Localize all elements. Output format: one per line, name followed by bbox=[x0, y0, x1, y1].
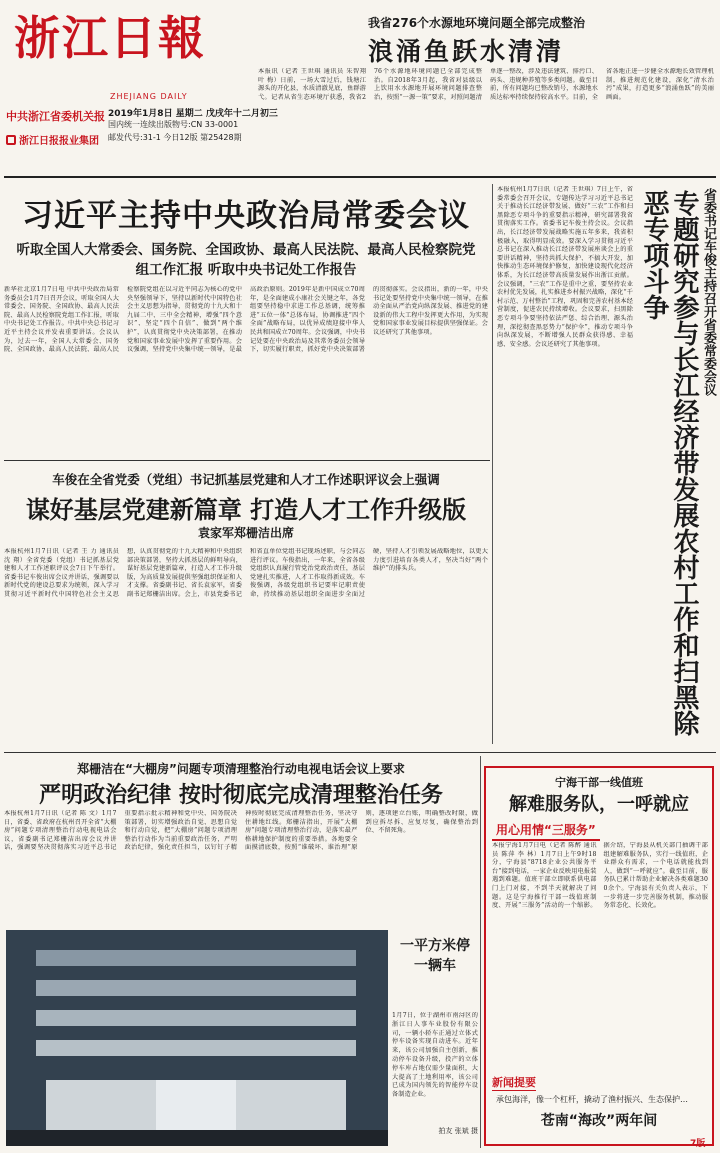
date-line: 2019年1月8日 星期二 戊戌年十二月初三 bbox=[108, 109, 278, 119]
news-tips-label: 新闻提要 bbox=[492, 1076, 536, 1089]
photo-credit: 拍友 张斌 摄 bbox=[438, 1127, 478, 1135]
news-tip-1[interactable]: 承包海洋，像一个杠杆，撬动了渔村振兴、生态保护… bbox=[496, 1095, 688, 1104]
photo-story bbox=[392, 930, 478, 1148]
box-story bbox=[484, 766, 714, 1146]
top-story-body: 本报讯（记者 王世琪 通讯员 朱智翔 叶 梅）日前，一场大雪过后，钱塘江源头的开化县，水质清澈见底，鱼群游弋。记者从省生态环境厅获悉，我省276个水源地环境问题已全部完成整治。自2018年3月起，我省对县级以上饮用水水源地开展环境问题排查整治，按照“一源一策”要求，对照问题清单逐一整改，涉及违法建筑、排污口、码头、违规种养殖等多类问题。截至目前，所有问题均已整改销号，水源地水质达标率持续保持较高水平。目前，全省各地正进一步健全水源地长效管理机制，推进规范化建设，深化“清水治污”成果，打造更多“浪涌鱼跃”的美丽画面。 bbox=[258, 68, 714, 101]
box-kicker: 宁海干部一线值班 bbox=[555, 776, 643, 789]
box-tag: 用心用情“三服务” bbox=[492, 820, 600, 841]
lead-headline: 习近平主持中央政治局常委会议 bbox=[22, 198, 470, 234]
newspaper-logo: 浙江日報 bbox=[14, 11, 206, 65]
box-body: 本报宁海1月7日电（记者 陈醉 通讯员 陈萍 李 林）1月7日上午9时18分，宁海县“8718企业公共服务平台”接到电话，一家企业反映用电报装遇到难题。值班干部立即联系供电部门上门对接，不到半天就解决了问题。这是宁海推行干部一线值班制度、开展“三服务”活动的一个缩影。据介绍，宁海县从机关部门抽调干部组建解难服务队，实行一线值班，企业群众有需求，一个电话就能找到人，做到“一呼就应”。截至目前，服务队已累计帮助企业解决各类难题300余个。宁海县有关负责人表示，下一步将进一步完善服务机制，推动服务常态化、长效化。 bbox=[492, 842, 708, 910]
page-number: 7版 bbox=[690, 1139, 706, 1149]
side-body: 本报杭州1月7日讯（记者 王世琪）7日上午，省委常委会召开会议，专题传达学习习近平总书记关于推动长江经济带发展、做好“三农”工作和扫黑除恶专项斗争的重要指示精神，研究部署我省贯彻落实工作。省委书记车俊主持会议。会议指出，长江经济带发展战略实施五年多来，我省积极融入，取得明显成效。要深入学习贯彻习近平总书记在深入推动长江经济带发展座谈会上的重要讲话精神，坚持共抓大保护、不搞大开发，加快推动生态环境保护修复，加快建设现代化经济体系，为长江经济带高质量发展作出浙江贡献。会议强调，“三农”工作是重中之重，要坚持农业农村优先发展，扎实推进乡村振兴战略，深化“千村示范、万村整治”工程，巩固和完善农村基本经营制度，促进农民持续增收。会议要求，扫黑除恶专项斗争要坚持依法严惩、综合治理、源头治理，深挖彻查黑恶势力“保护伞”，推动专项斗争向纵深发展，不断增强人民群众获得感、幸福感、安全感。会议还研究了其他事项。 bbox=[497, 186, 633, 348]
english-name: ZHEJIANG DAILY bbox=[110, 92, 188, 101]
lead-subhead: 听取全国人大常委会、国务院、全国政协、最高人民法院、最高人民检察院党组工作汇报 听取中央书记处工作报告 bbox=[16, 242, 476, 278]
garage-illustration bbox=[6, 930, 388, 1146]
parking-garage-photo bbox=[6, 930, 388, 1146]
top-story-kicker: 我省276个水源地环境问题全部完成整治 bbox=[368, 16, 586, 30]
group-line: 浙江日报报业集团 bbox=[6, 132, 99, 147]
second-byline: 袁家军郑栅洁出席 bbox=[197, 526, 294, 540]
masthead bbox=[0, 0, 720, 178]
third-body: 本报杭州1月7日讯（记者 陈 文）1月7日，省委、省政府在杭州召开全省“大棚房”问题专项清理整治行动电视电话会议，省委副书记郑栅洁出席会议并讲话，强调要坚决贯彻落实习近平总书记重要指示批示精神和党中央、国务院决策部署，切实增强政治自觉、思想自觉和行动自觉，把“大棚房”问题专项清理整治行动作为当前重要政治任务，严明政治纪律，强化责任担当，以钉钉子精神按时彻底完成清理整治任务，坚决守住耕地红线。郑栅洁指出，开展“大棚房”问题专项清理整治行动，是落实最严格耕地保护制度的重要举措。各地要全面摸清底数，按照“谁破坏、谁治理”原则，逐项建立台账，明确整改时限，做到应拆尽拆、应复尽复，确保整治到位、不留死角。 bbox=[4, 810, 478, 852]
side-headline: 专题研究参与长江经济带发展农村工作和扫黑除恶专项斗争 bbox=[639, 190, 699, 736]
issue-line: 邮发代号:31-1 今日12版 第25428期 bbox=[108, 133, 242, 142]
photo-caption: 1月7日，位于湖州市南浔区的浙江日人事车业股份有限公司，一辆小轿车正通过立体式停车设备实现自动进车。近年来，该公司加强自主创新，推动停车设备升级，投产的立体停车库占地仅需少量面积，大大提高了土地利用率，该公司已成为国内领先的智能停车设备制造企业。 bbox=[392, 1012, 478, 1099]
top-story-headline: 浪涌鱼跃水清清 bbox=[368, 37, 565, 66]
top-story bbox=[258, 12, 714, 172]
group-logo-icon bbox=[6, 135, 16, 145]
third-kicker: 郑栅洁在“大棚房”问题专项清理整治行动电视电话会议上要求 bbox=[77, 762, 405, 776]
third-headline: 严明政治纪律 按时彻底完成清理整治任务 bbox=[39, 783, 443, 808]
second-headline: 谋好基层党建新篇章 打造人才工作升级版 bbox=[25, 496, 467, 524]
third-story bbox=[4, 756, 478, 926]
box-headline: 解难服务队，一呼就应 bbox=[509, 794, 689, 815]
side-kicker: 省委书记车俊主持召开省委常委会议 bbox=[701, 188, 716, 396]
second-body: 本报杭州1月7日讯（记者 王 力 通讯员 沈 翔）全省党委（党组）书记抓基层党建和人才工作述职评议会7日下午举行。省委书记车俊出席会议并讲话，强调要以新时代党的建设总要求为统领，深入学习贯彻习近平新时代中国特色社会主义思想，认真贯彻党的十九大精神和中央组织部决策部署，坚持大抓基层的鲜明导向，谋好基层党建新篇章，打造人才工作升级版，为高质量发展提供坚强组织保证和人才支撑。省委副书记、省长袁家军，省委副书记郑栅洁出席。会上，市县党委书记和省直单位党组书记现场述职，与会同志进行评议。车俊指出，一年来，全省各级党组织认真履行管党治党政治责任，基层党建扎实推进，人才工作取得新成效。车俊强调，各级党组织书记要牢记职责使命，持续推动基层组织全面进步全面过硬，坚持人才引领发展战略地位，以更大力度引进培育各类人才，坚决当好“两个维护”的排头兵。 bbox=[4, 548, 488, 598]
side-story bbox=[497, 186, 716, 742]
cn-number: 国内统一连续出版物号:CN 33-0001 bbox=[108, 120, 239, 129]
news-tip-2[interactable]: 苍南“海改”两年间 bbox=[540, 1113, 658, 1129]
second-kicker: 车俊在全省党委（党组）书记抓基层党建和人才工作述职评议会上强调 bbox=[52, 472, 440, 487]
lead-body: 新华社北京1月7日电 中共中央政治局常务委员会1月7日召开会议，听取全国人大常委会、国务院、全国政协、最高人民法院、最高人民检察院党组工作汇报，听取中央书记处工作报告。中共中央总书记习近平主持会议并发表重要讲话。会议认为，过去一年，全国人大常委会、国务院、全国政协、最高人民法院、最高人民检察院党组在以习近平同志为核心的党中央坚强领导下，坚持以新时代中国特色社会主义思想为指导，贯彻党的十九大和十九届二中、三中全会精神，增强“四个意识”、坚定“四个自信”、做到“两个维护”，认真贯彻党中央决策部署，在推动党和国家事业发展中发挥了重要作用。会议强调，坚持党中央集中统一领导，是最高政治原则。2019年是新中国成立70周年，是全面建成小康社会关键之年，各党组要坚持稳中求进工作总基调，统筹推进“五位一体”总体布局，协调推进“四个全面”战略布局，以优异成绩迎接中华人民共和国成立70周年。会议强调，中央书记处要在中央政治局及其常务委员会领导下，切实履行职责，抓好党中央决策部署的贯彻落实。会议指出，新的一年，中央书记处要坚持党中央集中统一领导，在推动全面从严治党向纵深发展、推进党的建设新的伟大工程中发挥更大作用，为实现党和国家事业发展目标提供坚强保证。会议还研究了其他事项。 bbox=[4, 286, 488, 354]
lead-story bbox=[4, 184, 488, 454]
second-story bbox=[4, 464, 488, 754]
publisher-line: 中共浙江省委机关报 bbox=[6, 110, 105, 123]
photo-headline: 一平方米停一辆车 bbox=[400, 938, 470, 974]
